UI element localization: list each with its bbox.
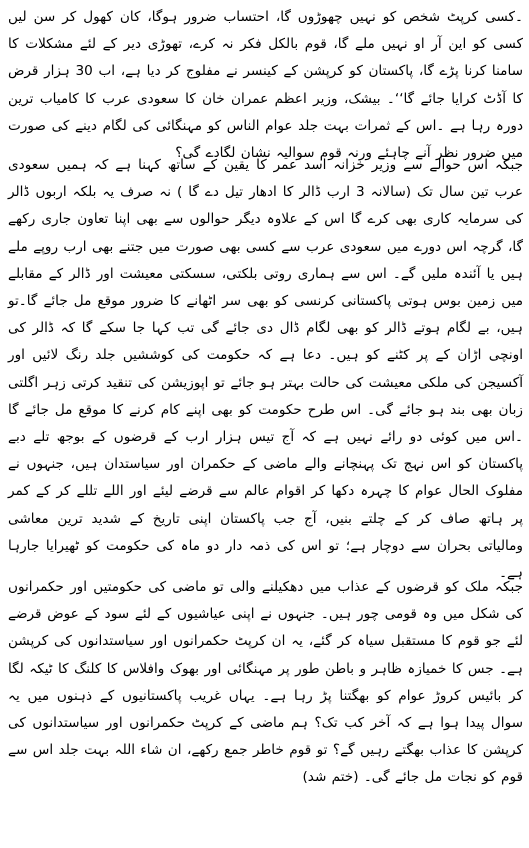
paragraph-3: جبکہ ملک کو قرضوں کے عذاب میں دھکیلنے والی تو ماضی کی حکومتیں اور حکمرانوں کی شکل میں وہ قومی چور ہیں۔ جنہوں نے اپنی عیاشیوں کے لئے سود کے عوض قرضے لئے جو قوم کا مستقبل سیاہ کر گئے، یہ ان کرپٹ حکمرانوں اور سیاستدانوں کی کرپشن ہے۔ جس کا خمیازہ ظاہر و باطن طور پر مہنگائی اور بھوک وافلاس کا کلنگ کا ٹیکہ لگا کر بائیس کروڑ عوام کو بھگتنا پڑ رہا ہے۔ یہاں غریب پاکستانیوں کے ذہنوں میں یہ سوال پیدا ہوا ہے کہ آخر کب تک؟ ہم ماضی کے کرپٹ حکمرانوں اور سیاستدانوں کی کرپشن کا عذاب بھگتے رہیں گے؟ تو قوم خاطر جمع رکھے، ان شاء اللہ بہت جلد اس سے قوم کو نجات مل جائے گی۔ (ختم شد) bbox=[8, 579, 523, 786]
paragraph-1: ۔کسی کرپٹ شخص کو نہیں چھوڑوں گا، احتساب ضرور ہوگا، کان کھول کر سن لیں کسی کو این آر او نہیں ملے گا، قوم بالکل فکر نہ کرے، تھوڑی دیر کے لئے مشکلات کا سامنا کرنا پڑے گا، پاکستان کو کرپشن کے کینسر نے مفلوج کر دیا ہے، اب 30 ہزار قرض کا آڈٹ کرایا جائے گا‘‘۔ بیشک، وزیر اعظم عمران خان کا سعودی عرب کا کامیاب ترین دورہ رہا ہے ۔اس کے ثمرات بہت جلد عوام الناس کو مہنگائی کی لگام دینے کی صورت میں ضرور نظر آنے چاہئے ورنہ قوم سوالیہ نشان لگادے گی؟ bbox=[8, 9, 523, 162]
paragraph-2: جبکہ اس حوالے سے وزیر خزانہ اسد عمر کا یقین کے ساتھ کہنا ہے کہ ہمیں سعودی عرب تین سال تک (سالانہ 3 ارب ڈالر کا ادھار تیل دے گا ) نہ صرف یہ بلکہ اربوں ڈالر کی سرمایہ کاری بھی کرے گا اس کے علاوہ دیگر حوالوں سے بھی اپنا تعاون جاری رکھے گا، گرچہ اس دورے میں سعودی عرب سے کسی بھی صورت میں جتنے بھی ارب روپے ملے ہیں یا آئندہ ملیں گے۔ اس سے ہماری روتی بلکتی، سسکتی معیشت اور ڈالر کے مقابلے میں زمین بوس ہوتی پاکستانی کرنسی کو بھی سر اٹھانے کا ضرور موقع مل جائے گا۔تو ہیں، بے لگام ہوتے ڈالر کو بھی لگام ڈال دی جائے گی تب کہا جا سکے گا کہ ڈالر کی اونچی اڑان کے پر کٹنے کو ہیں۔ دعا ہے کہ حکومت کی کوششیں جلد رنگ لائیں اور آکسیجن کی ملکی معیشت کی حالت بہتر ہو جائے تو اپوزیشن کی تنقید کرتی زہر اگلتی زبان بھی بند ہو جائے گی۔ اس طرح حکومت کو بھی اپنے کام کرنے کا موقع مل جائے گا ۔اس میں کوئی دو رائے نہیں ہے کہ آج تیس ہزار ارب کے قرضوں کے بوجھ تلے دبے پاکستان کو اس نہج تک پہنچانے والے ماضی کے حکمران اور سیاستدان ہیں، جنہوں نے مفلوک الحال عوام کا چہرہ دکھا کر اقوام عالم سے قرضے لیئے اور اللے تللے کر کے کمر پر ہاتھ صاف کر کے چلتے بنیں، آج جب پاکستان اپنی تاریخ کے شدید ترین معاشی ومالیاتی بحران سے دوچار ہے؛ تو اس کی ذمہ دار دو ماہ کی حکومت کو ٹھیرایا جارہا ہے۔ bbox=[8, 157, 523, 582]
